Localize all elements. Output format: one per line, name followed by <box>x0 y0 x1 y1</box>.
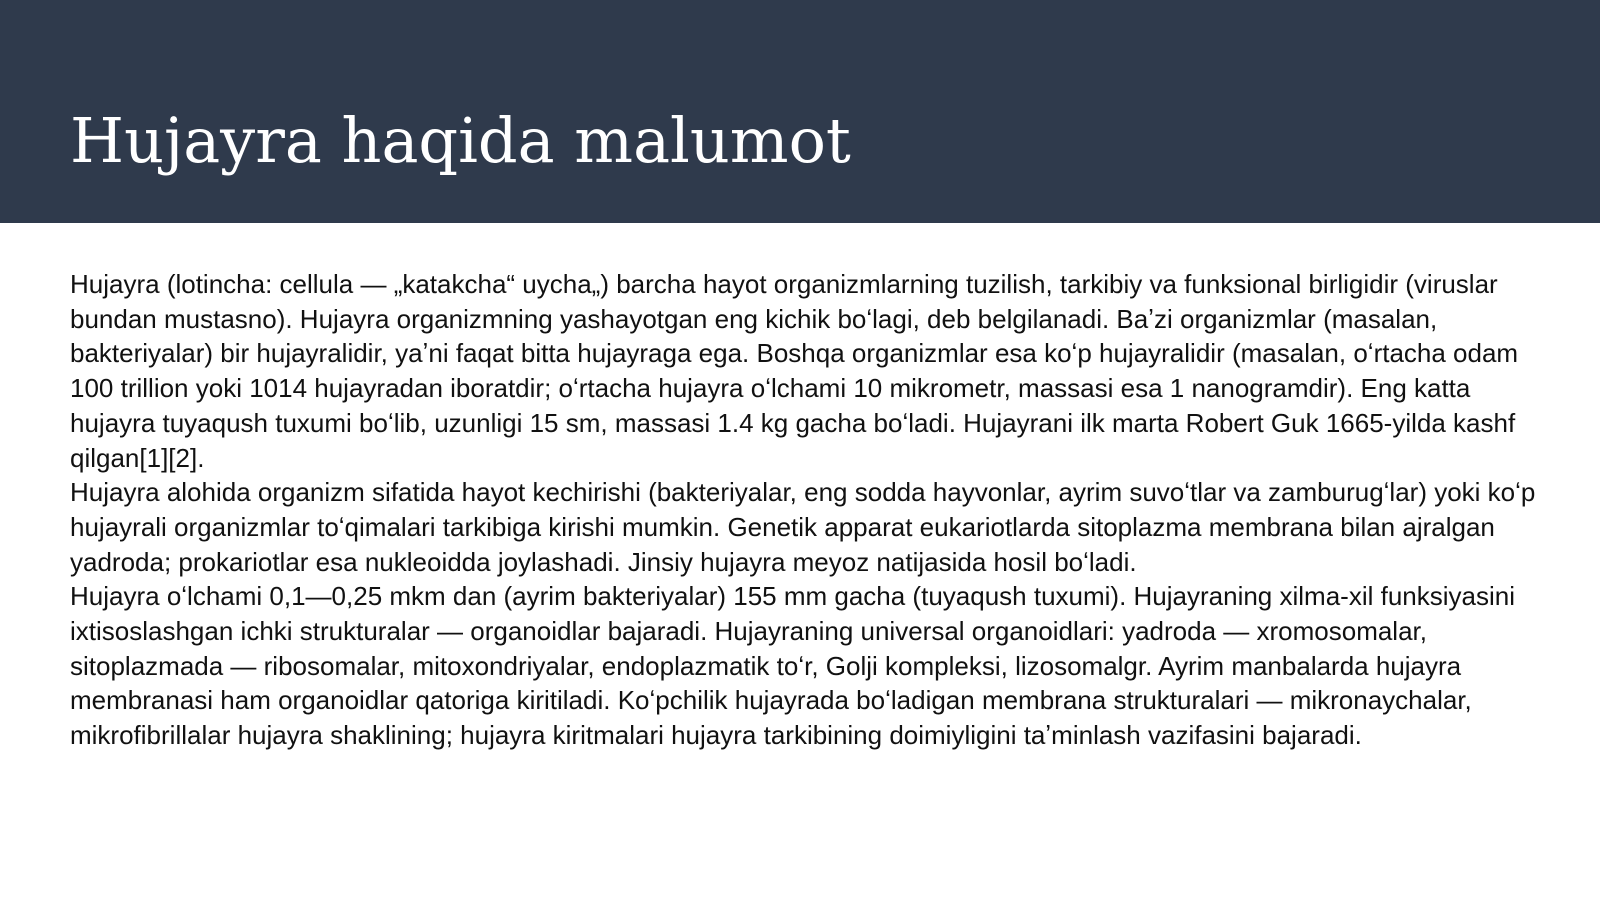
title-banner <box>0 0 1600 223</box>
body-paragraph-2: Hujayra alohida organizm sifatida hayot kechirishi (bakteriyalar, eng sodda hayvonlar, ayrim suvoʻtlar va zamburugʻlar) yoki koʻp hujayrali organizmlar toʻqimalari tarkibiga kirishi mumkin. Genetik apparat eukariotlarda sitoplazma membrana bilan ajralgan yadroda; prokariotlar esa nukleoidda joylashadi. Jinsiy hujayra meyoz natijasida hosil boʻladi. <box>70 477 1536 577</box>
slide-body <box>70 267 1540 753</box>
slide-title: Hujayra haqida malumot <box>70 104 851 177</box>
body-paragraph-1: Hujayra (lotincha: cellula — „katakcha“ uycha„) barcha hayot organizmlarning tuzilish, tarkibiy va funksional birligidir (viruslar bundan mustasno). Hujayra organizmning yashayotgan eng kichik boʻlagi, deb belgilanadi. Baʼzi organizmlar (masalan, bakteriyalar) bir hujayralidir, yaʼni faqat bitta hujayraga ega. Boshqa organizmlar esa koʻp hujayralidir (masalan, oʻrtacha odam 100 trillion yoki 1014 hujayradan iboratdir; oʻrtacha hujayra oʻlchami 10 mikrometr, massasi esa 1 nanogramdir). Eng katta hujayra tuyaqush tuxumi boʻlib, uzunligi 15 sm, massasi 1.4 kg gacha boʻladi. Hujayrani ilk marta Robert Guk 1665-yilda kashf qilgan[1][2]. <box>70 269 1519 473</box>
body-paragraph-3: Hujayra oʻlchami 0,1—0,25 mkm dan (ayrim bakteriyalar) 155 mm gacha (tuyaqush tuxumi). Hujayraning xilma-xil funksiyasini ixtisoslashgan ichki strukturalar — organoidlar bajaradi. Hujayraning universal organoidlari: yadroda — xromosomalar, sitoplazmada — ribosomalar, mitoxondriyalar, endoplazmatik toʻr, Golji kompleksi, lizosomalgr. Ayrim manbalarda hujayra membranasi ham organoidlar qatoriga kiritiladi. Koʻpchilik hujayrada boʻladigan membrana strukturalari — mikronaychalar, mikrofibrillalar hujayra shaklining; hujayra kiritmalari hujayra tarkibining doimiyligini taʼminlash vazifasini bajaradi. <box>70 581 1515 751</box>
